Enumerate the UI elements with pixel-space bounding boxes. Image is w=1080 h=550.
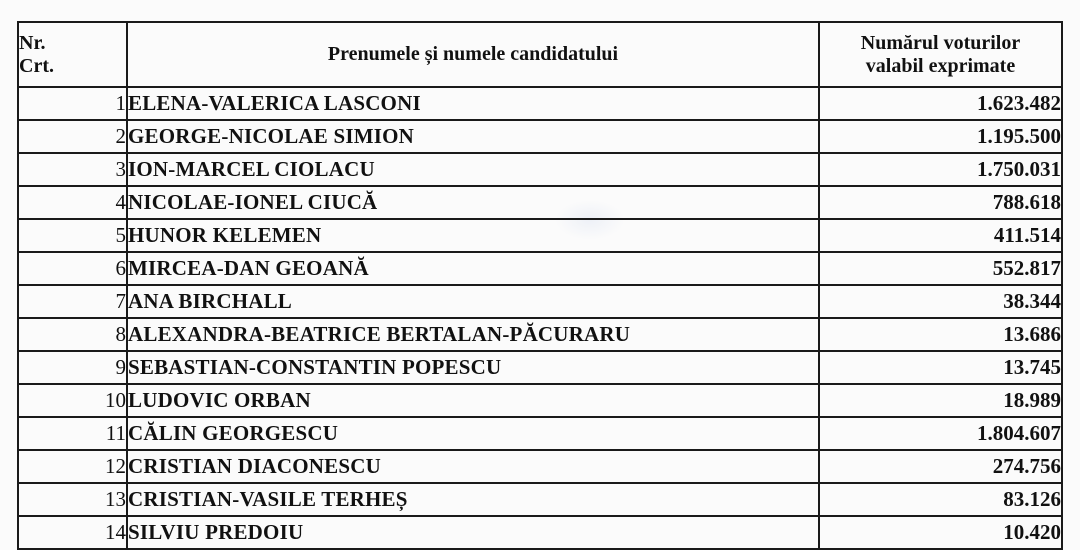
- candidate-name: CĂLIN GEORGESCU: [127, 417, 819, 450]
- table-row: [18, 87, 1062, 120]
- header-nr-line2: Crt.: [19, 54, 54, 77]
- table-row: [18, 219, 1062, 252]
- table-row: [18, 516, 1062, 549]
- table-row: [18, 285, 1062, 318]
- valid-votes: 83.126: [819, 483, 1062, 516]
- valid-votes: 1.195.500: [819, 120, 1062, 153]
- candidate-name: LUDOVIC ORBAN: [127, 384, 819, 417]
- candidate-name: ALEXANDRA-BEATRICE BERTALAN-PĂCURARU: [127, 318, 819, 351]
- table-row: [18, 186, 1062, 219]
- candidate-name: NICOLAE-IONEL CIUCĂ: [127, 186, 819, 219]
- row-number: 8: [18, 318, 127, 351]
- row-number: 12: [18, 450, 127, 483]
- row-number: 14: [18, 516, 127, 549]
- valid-votes: 1.804.607: [819, 417, 1062, 450]
- candidate-name: CRISTIAN DIACONESCU: [127, 450, 819, 483]
- row-number: 10: [18, 384, 127, 417]
- table-header: [18, 22, 1062, 87]
- table-row: [18, 120, 1062, 153]
- valid-votes: 18.989: [819, 384, 1062, 417]
- header-nr-crt: [18, 22, 127, 87]
- table-row: [18, 450, 1062, 483]
- table-row: [18, 351, 1062, 384]
- row-number: 1: [18, 87, 127, 120]
- candidate-name: GEORGE-NICOLAE SIMION: [127, 120, 819, 153]
- row-number: 13: [18, 483, 127, 516]
- header-name-text: Prenumele și numele candidatului: [327, 43, 619, 65]
- valid-votes: 1.623.482: [819, 87, 1062, 120]
- header-votes-line1: Numărul voturilor: [860, 31, 1021, 54]
- row-number: 7: [18, 285, 127, 318]
- candidate-name: ELENA-VALERICA LASCONI: [127, 87, 819, 120]
- valid-votes: 552.817: [819, 252, 1062, 285]
- row-number: 6: [18, 252, 127, 285]
- row-number: 2: [18, 120, 127, 153]
- header-row: [18, 22, 1062, 87]
- table-row: [18, 483, 1062, 516]
- valid-votes: 1.750.031: [819, 153, 1062, 186]
- row-number: 4: [18, 186, 127, 219]
- candidate-name: HUNOR KELEMEN: [127, 219, 819, 252]
- candidate-name: SILVIU PREDOIU: [127, 516, 819, 549]
- header-votes-line2: valabil exprimate: [865, 54, 1016, 77]
- row-number: 3: [18, 153, 127, 186]
- valid-votes: 13.745: [819, 351, 1062, 384]
- valid-votes: 38.344: [819, 285, 1062, 318]
- valid-votes: 411.514: [819, 219, 1062, 252]
- candidate-name: ION-MARCEL CIOLACU: [127, 153, 819, 186]
- row-number: 9: [18, 351, 127, 384]
- header-candidate-name: [127, 22, 819, 87]
- candidate-name: CRISTIAN-VASILE TERHEȘ: [127, 483, 819, 516]
- table-row: [18, 417, 1062, 450]
- valid-votes: 13.686: [819, 318, 1062, 351]
- candidate-name: MIRCEA-DAN GEOANĂ: [127, 252, 819, 285]
- table-row: [18, 153, 1062, 186]
- valid-votes: 10.420: [819, 516, 1062, 549]
- valid-votes: 788.618: [819, 186, 1062, 219]
- candidate-name: ANA BIRCHALL: [127, 285, 819, 318]
- candidate-name: SEBASTIAN-CONSTANTIN POPESCU: [127, 351, 819, 384]
- results-table: [17, 21, 1063, 550]
- table-row: [18, 252, 1062, 285]
- valid-votes: 274.756: [819, 450, 1062, 483]
- row-number: 11: [18, 417, 127, 450]
- row-number: 5: [18, 219, 127, 252]
- table-body: [18, 87, 1062, 549]
- table-row: [18, 318, 1062, 351]
- header-valid-votes: [819, 22, 1062, 87]
- table-row: [18, 384, 1062, 417]
- header-nr-line1: Nr.: [19, 31, 46, 54]
